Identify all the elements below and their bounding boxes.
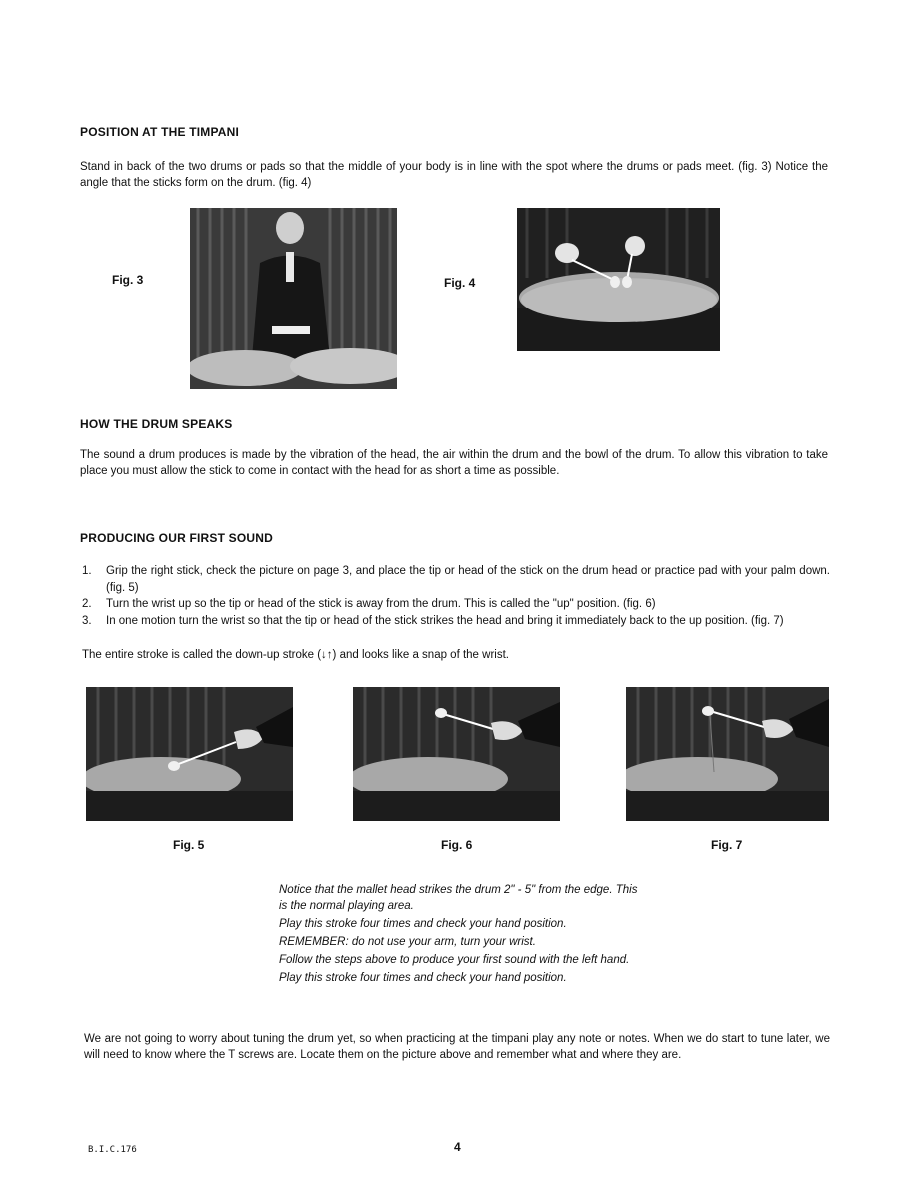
step-number: 2.	[82, 598, 92, 610]
fig5-photo-stick-on-head	[86, 687, 293, 821]
heading-position-at-timpani: POSITION AT THE TIMPANI	[80, 125, 240, 139]
paragraph-how-drum-speaks: The sound a drum produces is made by the vibration of the head, the air within the drum and the bowl of the drum. To allow this vibration to take place you must allow the stick to come in contact with the head for as short a time as possible.	[80, 449, 828, 477]
step-number: 1.	[82, 565, 92, 577]
fig5-label: Fig. 5	[173, 838, 205, 852]
note-remember: REMEMBER: do not use your arm, turn your wrist.	[279, 936, 536, 948]
steps-list	[82, 563, 830, 629]
fig6-photo-up-position	[353, 687, 560, 821]
note-play-four-times-again: Play this stroke four times and check your hand position.	[279, 972, 567, 984]
fig7-label: Fig. 7	[711, 838, 743, 852]
stroke-summary: The entire stroke is called the down-up stroke (↓↑) and looks like a snap of the wrist.	[82, 649, 509, 661]
heading-producing-first-sound: PRODUCING OUR FIRST SOUND	[80, 531, 274, 545]
page-number: 4	[454, 1140, 461, 1154]
step-number: 3.	[82, 614, 92, 627]
list-item	[82, 563, 830, 596]
heading-how-drum-speaks: HOW THE DRUM SPEAKS	[80, 417, 233, 431]
note-playing-area: Notice that the mallet head strikes the drum 2" - 5" from the edge. This is the normal playing area.	[279, 884, 638, 912]
notes-block	[279, 882, 641, 988]
fig3-photo-player-at-timpani	[190, 208, 397, 389]
list-item	[82, 613, 830, 630]
note-left-hand: Follow the steps above to produce your first sound with the left hand.	[279, 954, 630, 966]
step-text: In one motion turn the wrist so that the tip or head of the stick strikes the head and bring it immediately back to the up position. (fig. 7)	[106, 614, 784, 627]
fig4-photo-sticks-on-drum	[517, 208, 720, 351]
paragraph-position: Stand in back of the two drums or pads so that the middle of your body is in line with the spot where the drums or pads meet. (fig. 3) Notice the angle that the sticks form on the drum. (fig. 4)	[80, 161, 828, 189]
fig7-photo-stroke	[626, 687, 829, 821]
fig4-label: Fig. 4	[444, 276, 476, 290]
catalog-code: B.I.C.176	[88, 1145, 137, 1155]
paragraph-tuning: We are not going to worry about tuning the drum yet, so when practicing at the timpani play any note or notes. When we do start to tune later, we will need to know where the T screws are. Locate them on the picture above and remember what and where they are.	[84, 1033, 830, 1061]
step-text: Grip the right stick, check the picture on page 3, and place the tip or head of the stick on the drum head or practice pad with your palm down. (fig. 5)	[106, 565, 830, 594]
fig6-label: Fig. 6	[441, 838, 473, 852]
fig3-label: Fig. 3	[112, 273, 144, 287]
list-item	[82, 596, 830, 613]
step-text: Turn the wrist up so the tip or head of the stick is away from the drum. This is called the "up" position. (fig. 6)	[106, 598, 656, 610]
note-play-four-times: Play this stroke four times and check your hand position.	[279, 918, 567, 930]
